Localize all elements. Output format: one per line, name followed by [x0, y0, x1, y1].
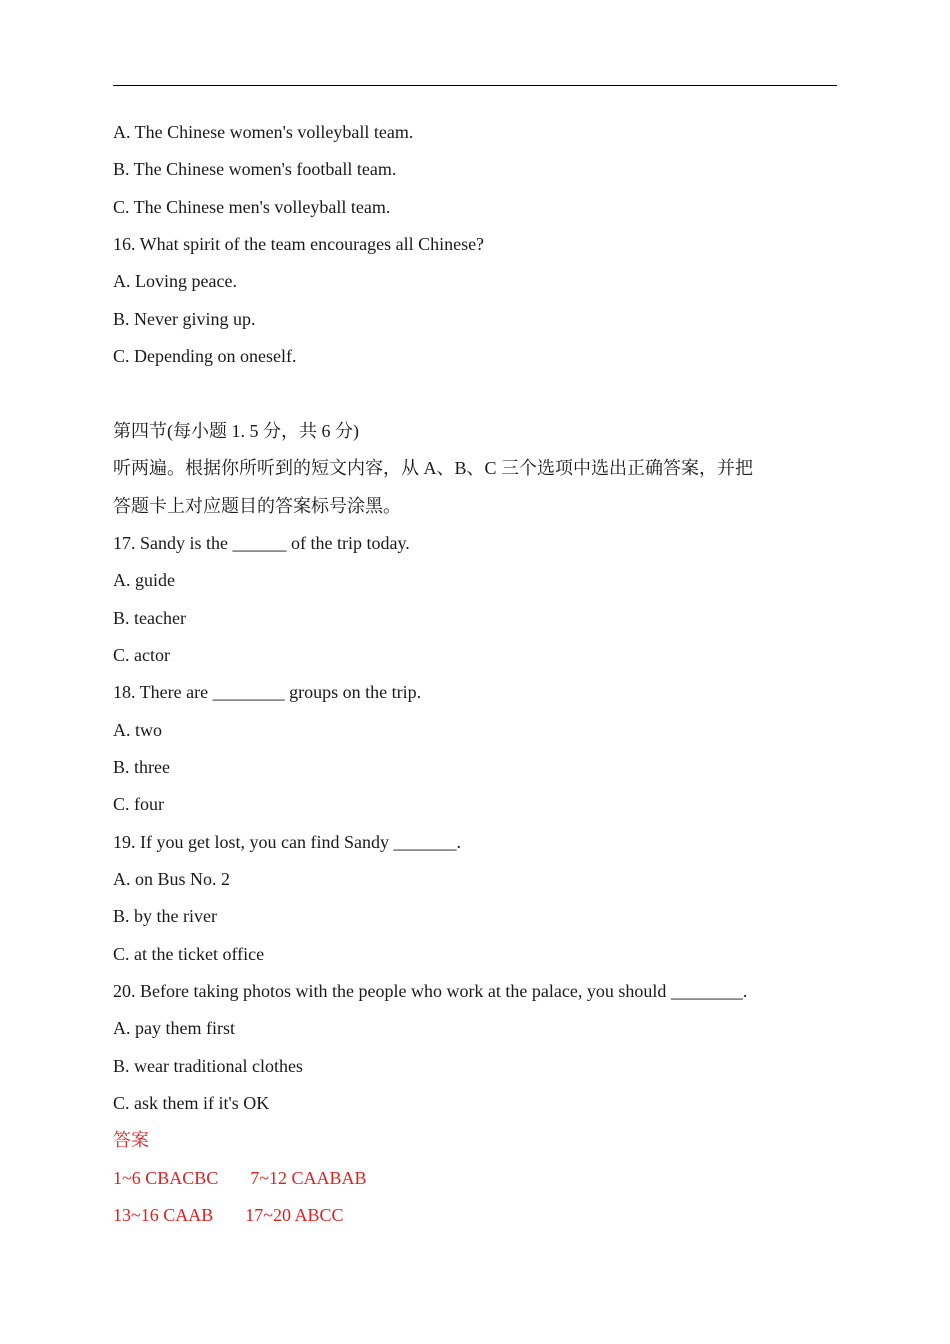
q20-option-a: A. pay them first	[113, 1018, 235, 1038]
answers-1-6: 1~6 CBACBC	[113, 1168, 219, 1188]
q19-option-a: A. on Bus No. 2	[113, 869, 231, 889]
answers-row-2	[113, 1203, 344, 1227]
q20-option-b: B. wear traditional clothes	[113, 1056, 303, 1076]
section4-instruction-line2: 答题卡上对应题目的答案标号涂黑。	[113, 496, 401, 516]
q16-option-a: A. Loving peace.	[113, 271, 237, 291]
q18-question: 18. There are ________ groups on the trip.	[113, 682, 422, 702]
q19-option-b: B. by the river	[113, 906, 217, 926]
answers-heading: 答案	[113, 1130, 149, 1150]
answers-13-16: 13~16 CAAB	[113, 1205, 214, 1225]
answers-row-1	[113, 1166, 367, 1190]
section4-instruction-line1: 听两遍。根据你所听到的短文内容，从 A、B、C 三个选项中选出正确答案，并把	[113, 458, 754, 478]
q16-question: 16. What spirit of the team encourages all Chinese?	[113, 234, 485, 254]
section4-title: 第四节(每小题 1. 5 分，共 6 分)	[113, 421, 359, 441]
q20-question: 20. Before taking photos with the people who work at the palace, you should ________.	[113, 981, 748, 1001]
answers-17-20: 17~20 ABCC	[245, 1205, 344, 1225]
q18-option-a: A. two	[113, 720, 162, 740]
q20-option-c: C. ask them if it's OK	[113, 1093, 270, 1113]
q16-option-c: C. Depending on oneself.	[113, 346, 297, 366]
q18-option-b: B. three	[113, 757, 170, 777]
q15-option-a: A. The Chinese women's volleyball team.	[113, 122, 414, 142]
q17-option-c: C. actor	[113, 645, 170, 665]
q17-option-a: A. guide	[113, 570, 175, 590]
q16-option-b: B. Never giving up.	[113, 309, 256, 329]
q17-option-b: B. teacher	[113, 608, 186, 628]
q15-option-b: B. The Chinese women's football team.	[113, 159, 397, 179]
q19-question: 19. If you get lost, you can find Sandy _______.	[113, 832, 461, 852]
q15-option-c: C. The Chinese men's volleyball team.	[113, 197, 391, 217]
answers-7-12: 7~12 CAABAB	[250, 1168, 367, 1188]
q18-option-c: C. four	[113, 794, 164, 814]
q17-question: 17. Sandy is the ______ of the trip today.	[113, 533, 410, 553]
header-rule	[113, 85, 837, 86]
q19-option-c: C. at the ticket office	[113, 944, 265, 964]
